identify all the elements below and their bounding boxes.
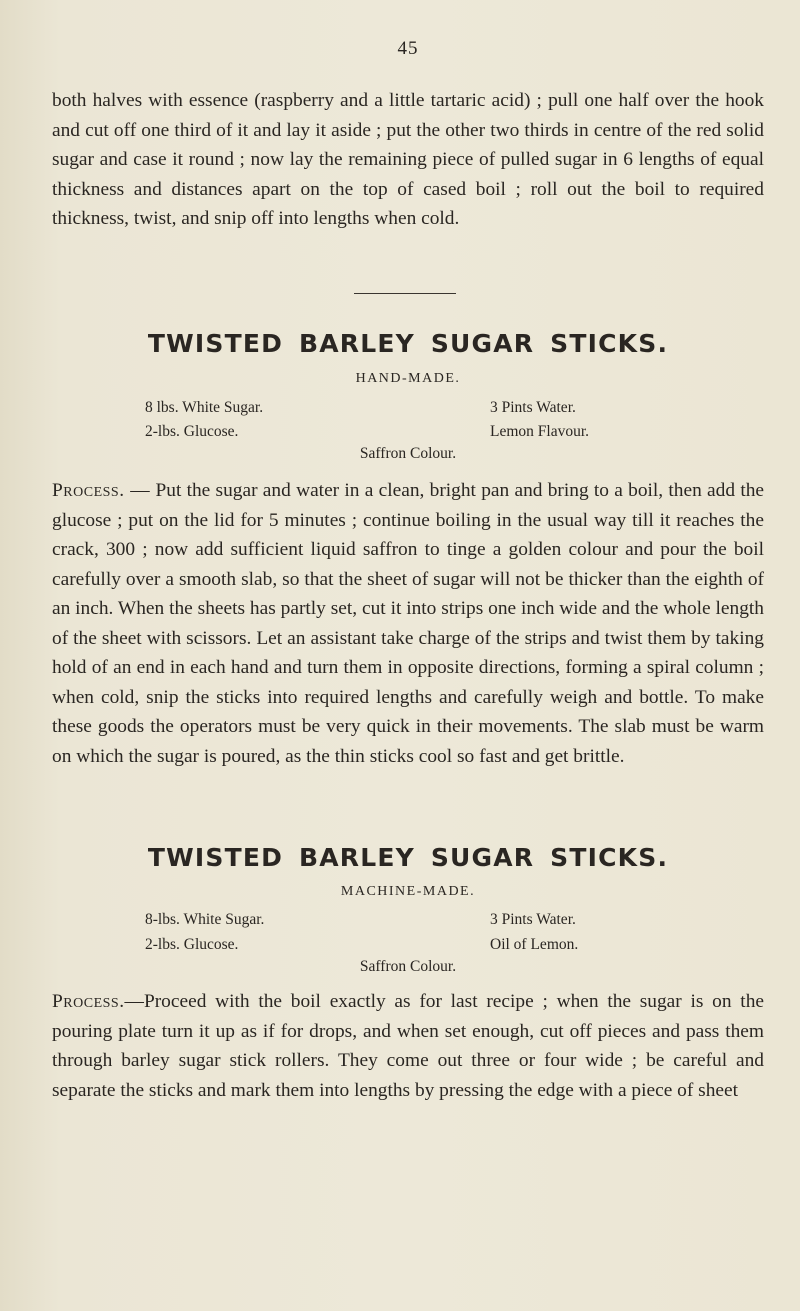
recipe-title-machine-made: TWISTED BARLEY SUGAR STICKS. bbox=[147, 843, 669, 872]
ingredient-item: 8 lbs. White Sugar. bbox=[145, 399, 264, 416]
intro-paragraph: both halves with essence (raspberry and a little tartaric acid) ; pull one half over the hook and cut off one third of it and lay it aside ; put the other two thirds in centre of the red solid sugar and case it round ; now lay the remaining piece of pulled sugar in 6 lengths of equal thickness and distances apart on the top of cased boil ; roll out the boil to required thickness, twist, and snip off into lengths when cold. bbox=[52, 90, 764, 229]
ingredient-item: Saffron Colour. bbox=[359, 958, 457, 975]
ingredient-item: Saffron Colour. bbox=[359, 445, 457, 462]
ingredient-item: 2-lbs. Glucose. bbox=[145, 423, 239, 440]
section-divider bbox=[354, 293, 456, 294]
process-text: —Proceed with the boil exactly as for last recipe ; when the sugar is on the pouring plate turn it up as if for drops, and when set enough, cut off pieces and pass them through barley sugar stick rollers. They come out three or four wide ; be careful and separate the sticks and mark them into lengths by pressing the edge with a piece of sheet bbox=[52, 991, 764, 1101]
ingredient-item: 2-lbs. Glucose. bbox=[145, 936, 239, 953]
process-lead: Process. — bbox=[52, 480, 151, 501]
process-paragraph-hand-made bbox=[52, 476, 764, 771]
process-lead: Process. bbox=[52, 991, 125, 1012]
recipe-subtitle-machine-made: MACHINE-MADE. bbox=[340, 884, 476, 899]
ingredient-item: 3 Pints Water. bbox=[490, 399, 576, 416]
recipe-subtitle-hand-made: HAND-MADE. bbox=[355, 371, 461, 386]
recipe-title-hand-made: TWISTED BARLEY SUGAR STICKS. bbox=[147, 329, 669, 358]
process-paragraph-machine-made bbox=[52, 987, 764, 1105]
ingredient-item: Oil of Lemon. bbox=[490, 936, 579, 953]
ingredient-item: 3 Pints Water. bbox=[490, 911, 576, 928]
ingredient-item: Lemon Flavour. bbox=[490, 423, 590, 440]
page-number: 45 bbox=[397, 38, 419, 59]
ingredient-item: 8-lbs. White Sugar. bbox=[145, 911, 265, 928]
process-text: Put the sugar and water in a clean, bright pan and bring to a boil, then add the glucose ; put on the lid for 5 minutes ; continue boiling in the usual way till it reaches the crack, 300 ; now add sufficient liquid saffron to tinge a golden colour and pour the boil carefully over a smooth slab, so that the sheet of sugar will not be thicker than the eighth of an inch. When the sheets has partly set, cut it into strips one inch wide and the whole length of the sheet with scissors. Let an assistant take charge of the strips and twist them by taking hold of an end in each hand and turn them in opposite directions, forming a spiral column ; when cold, snip the sticks into required lengths and carefully weigh and bottle. To make these goods the operators must be very quick in their movements. The slab must be warm on which the sugar is poured, as the thin sticks cool so fast and get brittle. bbox=[52, 480, 765, 767]
